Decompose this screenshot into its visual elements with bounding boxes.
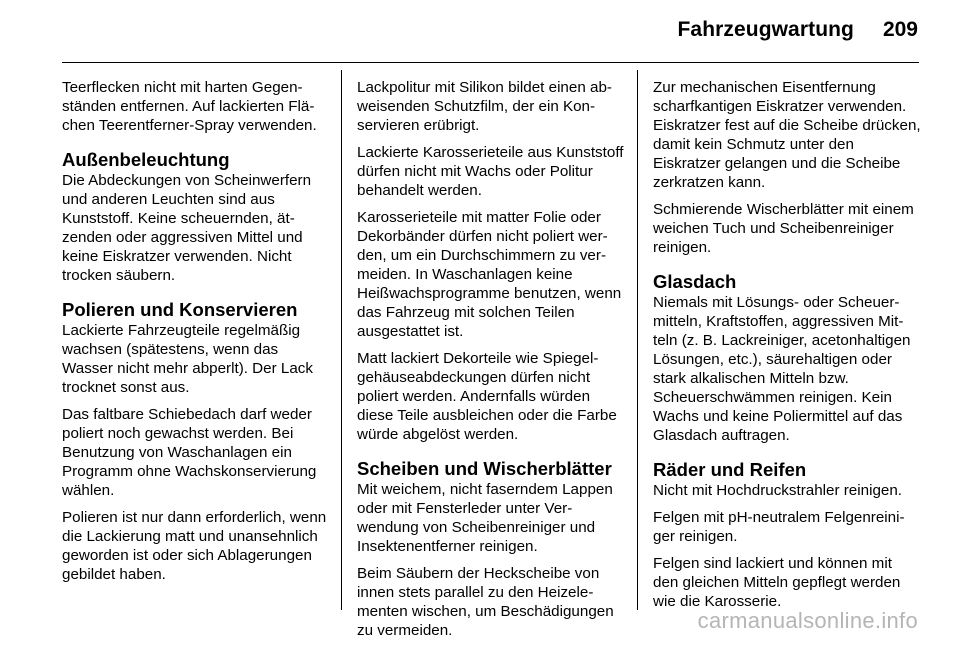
column-divider-2 [637, 70, 638, 610]
paragraph: Niemals mit Lösungs- oder Scheuermitteln, Kraftstoffen, aggressiven Mitteln (z. B. Lackreiniger, acetonhaltigen Lösungen, etc.), säurehaltigen oder stark alkalischen Mitteln bzw. Scheuerschwämmen reinigen. Kein Wachs und keine Poliermittel auf das Glasdach auftragen. [653, 294, 911, 444]
section-heading: Scheiben und Wischerblätter [357, 458, 612, 479]
section-heading: Räder und Reifen [653, 459, 807, 480]
text-column-1 [62, 78, 328, 592]
section-heading: Polieren und Konservieren [62, 299, 298, 320]
paragraph: Lackpolitur mit Silikon bildet einen abweisenden Schutzfilm, der ein Konservieren erübrigt. [357, 79, 612, 134]
section-heading: Außenbeleuchtung [62, 149, 230, 170]
watermark: carmanualsonline.info [697, 608, 918, 633]
text-column-3 [653, 78, 921, 619]
paragraph: Zur mechanischen Eisentfernung scharfkantigen Eiskratzer verwenden. Eiskratzer fest auf die Scheibe drücken, damit kein Schmutz unter den Eiskratzer gelangen und die Scheibe zerkratzen kann. [653, 79, 921, 191]
page-title: Fahrzeugwartung [677, 18, 854, 41]
paragraph: Beim Säubern der Heckscheibe von innen stets parallel zu den Heizelementen wischen, um Beschädigungen zu vermeiden. [357, 565, 614, 639]
paragraph: Matt lackiert Dekorteile wie Spiegelgehäuseabdeckungen dürfen nicht poliert werden. Andernfalls würden diese Teile ausbleichen oder die Farbe würde abgelöst werden. [357, 350, 617, 443]
paragraph: Die Abdeckungen von Scheinwerfern und anderen Leuchten sind aus Kunststoff. Keine scheuernden, ätzenden oder aggressiven Mittel und keine Eiskratzer verwenden. Nicht trocken säubern. [62, 172, 312, 284]
paragraph: Das faltbare Schiebedach darf weder poliert noch gewachst werden. Bei Benutzung von Waschanlagen ein Programm ohne Wachskonservierung wählen. [62, 406, 317, 499]
paragraph: Lackierte Fahrzeugteile regelmäßig wachsen (spätestens, wenn das Wasser nicht mehr abperlt). Der Lack trocknet sonst aus. [62, 322, 313, 396]
paragraph: Lackierte Karosserieteile aus Kunststoff dürfen nicht mit Wachs oder Politur behandelt werden. [357, 144, 624, 199]
paragraph: Teerflecken nicht mit harten Gegenständen entfernen. Auf lackierten Flächen Teerentferner-Spray verwenden. [62, 79, 317, 134]
text-column-2 [357, 78, 625, 648]
column-divider-1 [341, 70, 342, 610]
paragraph: Felgen sind lackiert und können mit den gleichen Mitteln gepflegt werden wie die Karosserie. [653, 555, 901, 610]
header-divider [62, 62, 919, 63]
page-number: 209 [882, 18, 918, 41]
paragraph: Mit weichem, nicht faserndem Lappen oder mit Fensterleder unter Verwendung von Scheibenreiniger und Insektenentferner reinigen. [357, 481, 613, 555]
page-header [0, 0, 960, 62]
paragraph: Felgen mit pH-neutralem Felgenreiniger reinigen. [653, 509, 905, 545]
paragraph: Schmierende Wischerblätter mit einem weichen Tuch und Scheibenreiniger reinigen. [653, 201, 914, 256]
paragraph: Polieren ist nur dann erforderlich, wenn die Lackierung matt und unansehnlich geworden ist oder sich Ablagerungen gebildet haben. [62, 509, 327, 583]
section-heading: Glasdach [653, 271, 737, 292]
paragraph: Karosserieteile mit matter Folie oder Dekorbänder dürfen nicht poliert werden, um ein Durchschimmern zu vermeiden. In Waschanlagen keine Heißwachsprogramme benutzen, wenn das Fahrzeug mit solchen Teilen ausgestattet ist. [357, 209, 622, 340]
paragraph: Nicht mit Hochdruckstrahler reinigen. [653, 482, 902, 499]
